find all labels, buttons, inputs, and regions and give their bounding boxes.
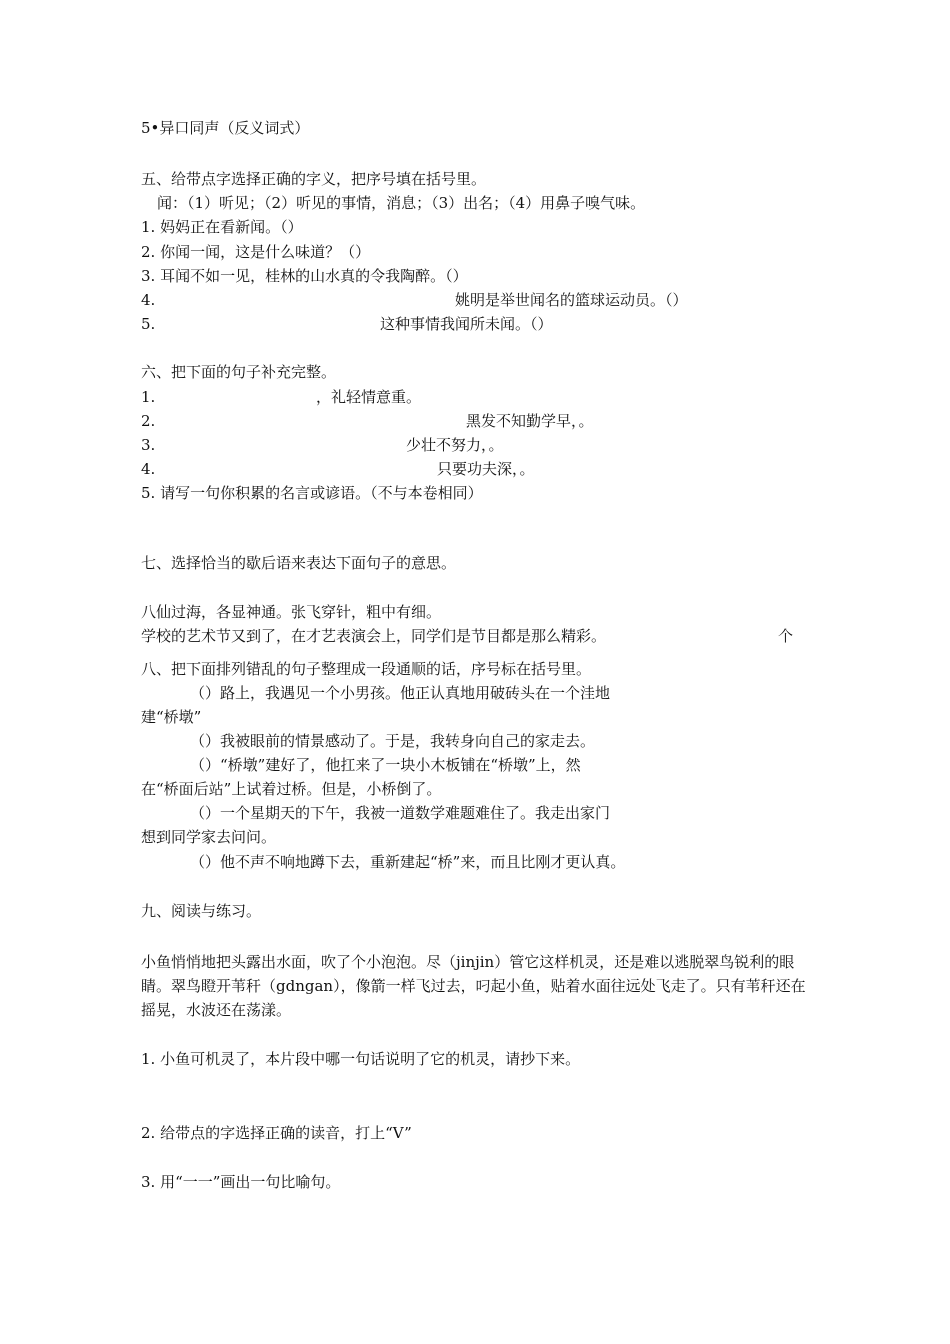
sentence-3-line-2: 在“桥面后站”上试着过桥。但是，小桥倒了。 <box>141 780 442 798</box>
reading-question-3: 3. 用“一一”画出一句比喻句。 <box>141 1173 341 1191</box>
idiom-options: 八仙过海，各显神通。张飞穿针，粗中有细。 <box>141 603 442 621</box>
reading-question-1: 1. 小鱼可机灵了，本片段中哪一句话说明了它的机灵，请抄下来。 <box>141 1050 581 1068</box>
question-5-number: 5. <box>141 315 156 333</box>
reading-question-2: 2. 给带点的字选择正确的读音，打上“V” <box>141 1124 412 1142</box>
section-six-title: 六、把下面的句子补充完整。 <box>141 363 337 381</box>
fill-3-number: 3. <box>141 436 156 454</box>
fill-2-number: 2. <box>141 412 156 430</box>
question-4-number: 4. <box>141 291 156 309</box>
section-5-title: 5•异口同声（反义词式） <box>141 119 310 137</box>
section-five-title: 五、给带点字选择正确的字义，把序号填在括号里。 <box>141 170 487 188</box>
sentence-5: （）他不声不响地蹲下去，重新建起“桥”来，而且比刚才更认真。 <box>190 853 626 871</box>
section-nine-title: 九、阅读与练习。 <box>141 902 262 920</box>
fill-4-number: 4. <box>141 460 156 478</box>
fill-4: 只要功夫深，。 <box>437 460 535 478</box>
sentence-3-line-1: （）“桥墩”建好了，他扛来了一块小木板铺在“桥墩”上，然 <box>190 756 581 774</box>
sentence-4-line-2: 想到同学家去问问。 <box>141 828 277 846</box>
fill-2: 黑发不知勤学早，。 <box>466 412 594 430</box>
question-3: 3. 耳闻不如一见，桂林的山水真的令我陶醉。（） <box>141 267 468 285</box>
fill-1-number: 1. <box>141 388 156 406</box>
idiom-sentence: 学校的艺术节又到了，在才艺表演会上，同学们是节目都是那么精彩。 <box>141 627 607 645</box>
reading-passage: 小鱼悄悄地把头露出水面，吹了个小泡泡。尽（jinjin）管它这样机灵，还是难以逃脱翠鸟锐利的眼睛。翠鸟瞪开苇秆（gdngan），像箭一样飞过去，叼起小鱼，贴着水面往远处飞走了。只有苇秆还在摇晃，水波还在荡漾。 <box>141 953 806 1019</box>
fill-5: 5. 请写一句你积累的名言或谚语。（不与本卷相同） <box>141 484 483 502</box>
sentence-1-line-1: （）路上，我遇见一个小男孩。他正认真地用破砖头在一个洼地 <box>190 684 611 702</box>
question-4: 姚明是举世闻名的篮球运动员。（） <box>455 291 688 309</box>
sentence-4-line-1: （）一个星期天的下午，我被一道数学难题难住了。我走出家门 <box>190 804 611 822</box>
sentence-1-line-2: 建“桥墩” <box>141 708 202 726</box>
section-seven-title: 七、选择恰当的歇后语来表达下面句子的意思。 <box>141 554 457 572</box>
sentence-tail: 个 <box>778 627 794 645</box>
question-2: 2. 你闻一闻，这是什么味道？（） <box>141 243 371 261</box>
fill-3: 少壮不努力，。 <box>406 436 504 454</box>
question-1: 1. 妈妈正在看新闻。（） <box>141 218 303 236</box>
sentence-2: （）我被眼前的情景感动了。于是，我转身向自己的家走去。 <box>190 732 596 750</box>
word-meanings: 闻：（1）听见；（2）听见的事情，消息；（3）出名；（4）用鼻子嗅气味。 <box>157 194 646 212</box>
question-5: 这种事情我闻所未闻。（） <box>380 315 553 333</box>
section-eight-title: 八、把下面排列错乱的句子整理成一段通顺的话，序号标在括号里。 <box>141 660 592 678</box>
fill-1: ，礼轻情意重。 <box>316 388 422 406</box>
